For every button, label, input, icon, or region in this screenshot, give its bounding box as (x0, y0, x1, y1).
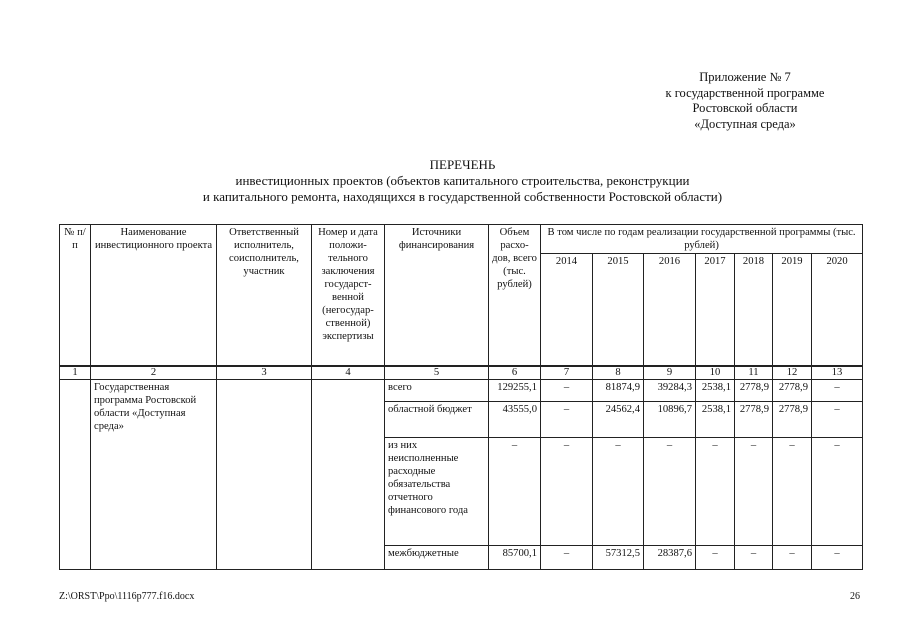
source-cell: межбюджетные (385, 545, 489, 569)
header-year: 2017 (696, 254, 735, 366)
header-year: 2019 (773, 254, 812, 366)
responsible-cell (217, 379, 312, 569)
column-number: 9 (644, 366, 696, 380)
column-number: 7 (541, 366, 593, 380)
title-line-3: и капитального ремонта, находящихся в государственной собственности Ростовской области) (202, 189, 723, 204)
header-responsible: Ответственный исполнитель, соисполнитель, участник (217, 225, 312, 366)
year-value-cell: 2538,1 (696, 401, 735, 437)
column-number: 2 (91, 366, 217, 380)
header-expertise: Номер и дата положи-тельного заключения государст-венной (негосудар-ственной) экспертизы (312, 225, 385, 366)
annex-region: Ростовской области (692, 101, 798, 115)
header-years-group: В том числе по годам реализации государственной программы (тыс. рублей) (541, 225, 863, 254)
document-title (60, 157, 865, 205)
row-number-cell (60, 379, 91, 569)
annex-number: Приложение № 7 (699, 70, 791, 84)
year-value-cell: – (696, 437, 735, 545)
header-year: 2014 (541, 254, 593, 366)
year-value-cell: 28387,6 (644, 545, 696, 569)
header-year: 2015 (593, 254, 644, 366)
column-number: 8 (593, 366, 644, 380)
year-value-cell: – (773, 437, 812, 545)
year-value-cell: 81874,9 (593, 379, 644, 401)
column-number: 3 (217, 366, 312, 380)
investment-projects-table (59, 224, 863, 570)
year-value-cell: 24562,4 (593, 401, 644, 437)
year-value-cell: 57312,5 (593, 545, 644, 569)
year-value-cell: 2778,9 (735, 401, 773, 437)
expertise-cell (312, 379, 385, 569)
total-cell: 85700,1 (489, 545, 541, 569)
year-value-cell: 39284,3 (644, 379, 696, 401)
year-value-cell: – (812, 401, 863, 437)
title-main: ПЕРЕЧЕНЬ (429, 157, 496, 172)
header-year: 2016 (644, 254, 696, 366)
column-numbers-row (60, 366, 863, 380)
year-value-cell: 2778,9 (773, 401, 812, 437)
year-value-cell: 2778,9 (773, 379, 812, 401)
annex-program-ref: к государственной программе (665, 85, 825, 100)
project-name-cell: Государственная программа Ростовской области «Доступная среда» (91, 379, 217, 569)
year-value-cell: – (541, 437, 593, 545)
header-sources: Источники финансирования (385, 225, 489, 366)
year-value-cell: – (696, 545, 735, 569)
header-volume: Объем расхо-дов, всего (тыс. рублей) (489, 225, 541, 366)
year-value-cell: – (773, 545, 812, 569)
total-cell: 129255,1 (489, 379, 541, 401)
total-cell: 43555,0 (489, 401, 541, 437)
column-number: 11 (735, 366, 773, 380)
footer-file-path: Z:\ORST\Ppo\1116p777.f16.docx (59, 591, 195, 602)
table-row (60, 379, 863, 401)
year-value-cell: 2778,9 (735, 379, 773, 401)
year-value-cell: – (541, 401, 593, 437)
year-value-cell: – (644, 437, 696, 545)
column-number: 13 (812, 366, 863, 380)
year-value-cell: – (541, 545, 593, 569)
year-value-cell: – (735, 545, 773, 569)
header-year: 2020 (812, 254, 863, 366)
year-value-cell: – (735, 437, 773, 545)
year-value-cell: – (812, 437, 863, 545)
column-number: 6 (489, 366, 541, 380)
year-value-cell: – (593, 437, 644, 545)
column-number: 10 (696, 366, 735, 380)
header-name: Наименование инвестиционного проекта (91, 225, 217, 366)
header-year: 2018 (735, 254, 773, 366)
column-number: 1 (60, 366, 91, 380)
source-cell: всего (385, 379, 489, 401)
source-cell: областной бюджет (385, 401, 489, 437)
column-number: 4 (312, 366, 385, 380)
year-value-cell: 10896,7 (644, 401, 696, 437)
year-value-cell: – (812, 379, 863, 401)
year-value-cell: – (812, 545, 863, 569)
title-line-2: инвестиционных проектов (объектов капитального строительства, реконструкции (235, 173, 690, 188)
annex-header (600, 70, 890, 132)
column-number: 12 (773, 366, 812, 380)
header-row-1 (60, 225, 863, 254)
year-value-cell: – (541, 379, 593, 401)
header-num: № п/п (60, 225, 91, 366)
column-number: 5 (385, 366, 489, 380)
annex-program-name: «Доступная среда» (694, 116, 796, 131)
total-cell: – (489, 437, 541, 545)
page-number: 26 (850, 591, 860, 602)
source-cell: из них неисполненные расходные обязательства отчетного финансового года (385, 437, 489, 545)
year-value-cell: 2538,1 (696, 379, 735, 401)
